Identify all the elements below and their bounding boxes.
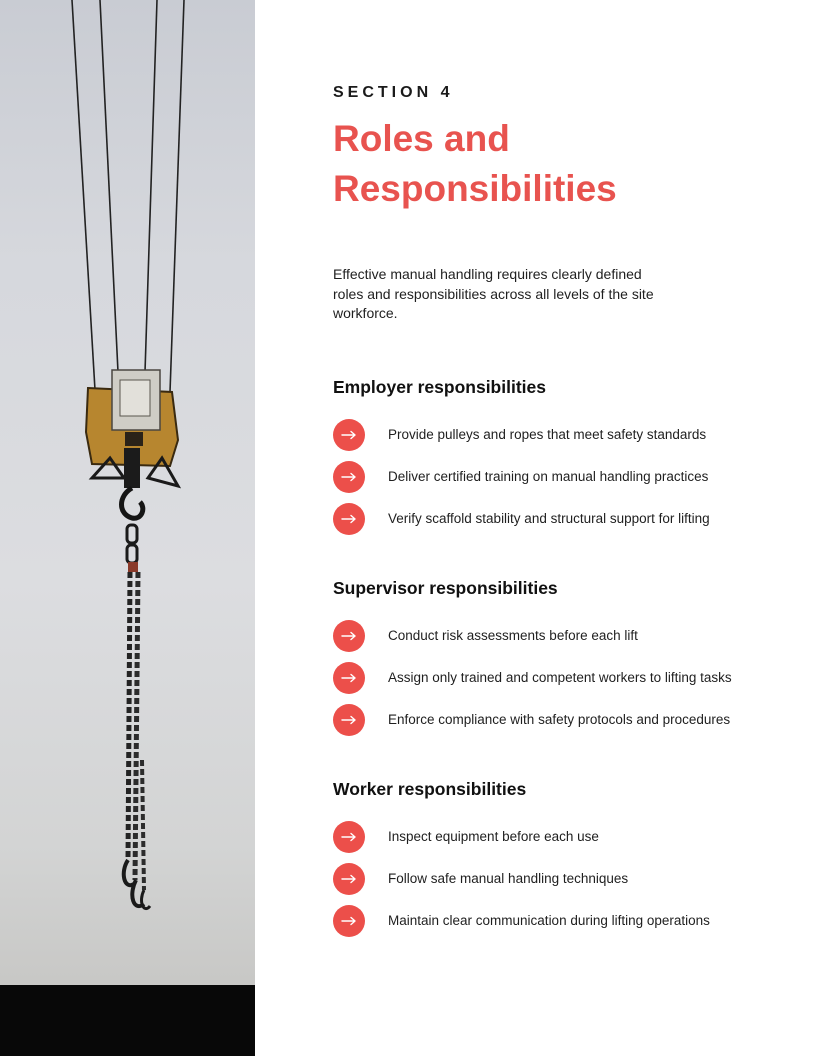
arrow-right-icon <box>333 662 365 694</box>
list-item <box>333 905 793 947</box>
crane-hook-illustration <box>0 0 255 1056</box>
responsibility-list <box>333 620 793 746</box>
intro-paragraph: Effective manual handling requires clearly defined roles and responsibilities across all levels of the site workforce. <box>333 266 654 321</box>
arrow-right-icon <box>333 704 365 736</box>
arrow-right-icon <box>333 821 365 853</box>
responsibility-list <box>333 419 793 545</box>
list-item <box>333 461 793 503</box>
responsibility-group-worker <box>333 777 793 947</box>
responsibility-group-employer <box>333 375 793 545</box>
arrow-right-icon <box>333 863 365 895</box>
arrow-right-icon <box>333 503 365 535</box>
responsibility-group-supervisor <box>333 576 793 746</box>
list-item <box>333 662 793 704</box>
item-text: Verify scaffold stability and structural support for lifting <box>388 511 710 526</box>
group-title: Supervisor responsibilities <box>333 578 558 598</box>
section-label: SECTION 4 <box>333 84 454 101</box>
group-title: Employer responsibilities <box>333 377 546 397</box>
arrow-right-icon <box>333 620 365 652</box>
item-text: Follow safe manual handling techniques <box>388 871 629 886</box>
list-item <box>333 821 793 863</box>
crane-hook-photo <box>0 0 255 1056</box>
arrow-right-icon <box>333 461 365 493</box>
item-text: Inspect equipment before each use <box>388 829 599 844</box>
photo-dark-footer <box>0 985 255 1056</box>
list-item <box>333 503 793 545</box>
list-item <box>333 620 793 662</box>
item-text: Conduct risk assessments before each lift <box>388 628 638 643</box>
item-text: Maintain clear communication during lifting operations <box>388 913 710 928</box>
item-text: Assign only trained and competent workers to lifting tasks <box>388 670 732 685</box>
item-text: Enforce compliance with safety protocols and procedures <box>388 712 731 727</box>
group-title: Worker responsibilities <box>333 779 527 799</box>
item-text: Deliver certified training on manual handling practices <box>388 469 709 484</box>
list-item <box>333 704 793 746</box>
item-text: Provide pulleys and ropes that meet safety standards <box>388 427 707 442</box>
list-item <box>333 419 793 461</box>
responsibility-list <box>333 821 793 947</box>
arrow-right-icon <box>333 905 365 937</box>
arrow-right-icon <box>333 419 365 451</box>
page-title: Roles and Responsibilities <box>333 118 617 209</box>
list-item <box>333 863 793 905</box>
